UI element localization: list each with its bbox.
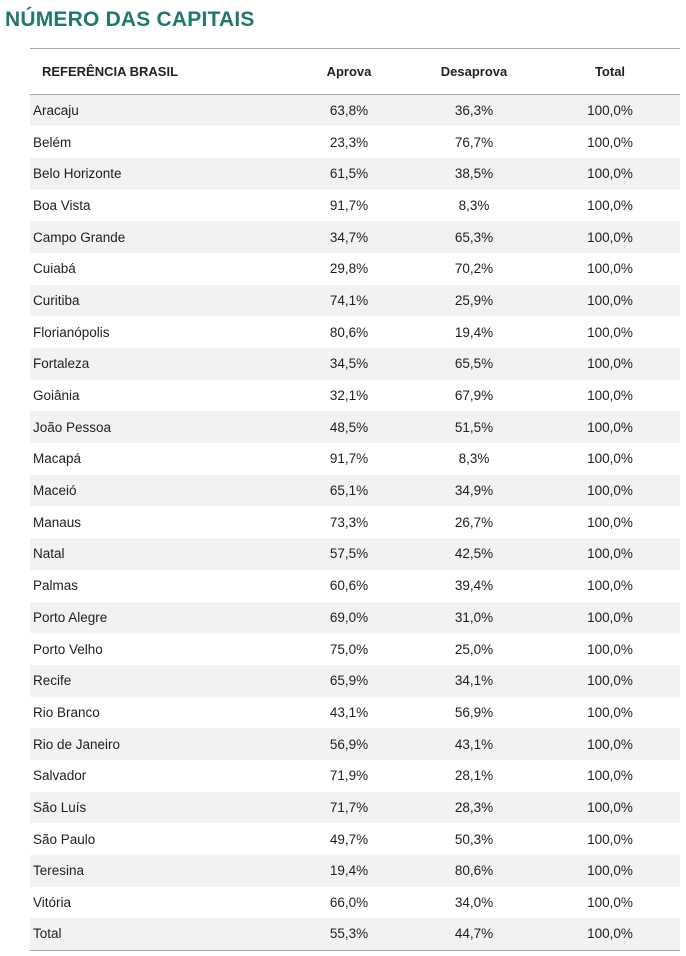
cell-desaprova: 8,3%: [458, 451, 490, 467]
cell-aprova: 66,0%: [329, 895, 369, 911]
header-row: [30, 49, 680, 95]
cell-total: 100,0%: [587, 103, 633, 119]
cell-city: Total: [30, 918, 290, 950]
cell-desaprova: 25,9%: [454, 292, 494, 308]
table-row: [30, 411, 680, 443]
cell-desaprova: 36,3%: [454, 103, 494, 119]
cell-aprova: 19,4%: [329, 863, 369, 879]
table-row: [30, 285, 680, 317]
cell-desaprova: 34,9%: [454, 483, 494, 499]
cell-aprova: 49,7%: [329, 831, 369, 847]
cell-city: Manaus: [33, 514, 82, 530]
table-row: [30, 792, 680, 824]
cell-desaprova: 26,7%: [454, 514, 494, 530]
cell-aprova: 32,1%: [329, 388, 369, 404]
table-row: [30, 126, 680, 158]
cell-desaprova: 19,4%: [454, 324, 494, 340]
table-row: [30, 95, 680, 127]
cell-desaprova: 28,1%: [454, 768, 494, 784]
cell-desaprova: 42,5%: [454, 546, 494, 562]
cell-desaprova: 34,0%: [454, 895, 494, 911]
cell-total: 100,0%: [587, 895, 633, 911]
cell-desaprova: 56,9%: [454, 704, 494, 720]
cell-aprova: 71,7%: [329, 799, 369, 815]
cell-desaprova: 76,7%: [454, 134, 494, 150]
table-row: [30, 506, 680, 538]
cell-aprova: 23,3%: [329, 134, 369, 150]
capitals-table: [30, 48, 680, 951]
cell-total: 100,0%: [587, 197, 633, 213]
cell-aprova: 43,1%: [329, 704, 369, 720]
cell-city: Porto Alegre: [33, 609, 108, 625]
cell-city: Rio Branco: [33, 704, 100, 720]
table-row: [30, 348, 680, 380]
cell-total: 100,0%: [587, 641, 633, 657]
cell-total: 100,0%: [587, 229, 633, 245]
cell-aprova: 29,8%: [329, 261, 369, 277]
cell-city: Goiânia: [33, 388, 80, 404]
cell-aprova: 63,8%: [329, 103, 369, 119]
cell-city: João Pessoa: [33, 419, 112, 435]
table-row: [30, 823, 680, 855]
cell-city: Fortaleza: [33, 356, 90, 372]
cell-desaprova: 65,5%: [454, 356, 494, 372]
cell-total: 100,0%: [587, 261, 633, 277]
cell-desaprova: 65,3%: [454, 229, 494, 245]
table-row: [30, 538, 680, 570]
cell-city: Cuiabá: [33, 261, 76, 277]
cell-desaprova: 80,6%: [454, 863, 494, 879]
cell-aprova: 74,1%: [329, 292, 369, 308]
table-row: [30, 158, 680, 190]
table-row: [30, 316, 680, 348]
table-header: [30, 49, 680, 95]
cell-city: Curitiba: [33, 292, 80, 308]
cell-city: Salvador: [33, 768, 87, 784]
cell-desaprova: 34,1%: [454, 673, 494, 689]
cell-city: Natal: [33, 546, 65, 562]
cell-total: 100,0%: [540, 918, 680, 950]
cell-total: 100,0%: [587, 768, 633, 784]
table-row: [30, 855, 680, 887]
cell-total: 100,0%: [587, 451, 633, 467]
cell-city: Campo Grande: [33, 229, 126, 245]
cell-total: 100,0%: [587, 483, 633, 499]
cell-city: Belo Horizonte: [33, 166, 122, 182]
cell-aprova: 91,7%: [329, 451, 369, 467]
cell-aprova: 73,3%: [329, 514, 369, 530]
cell-total: 100,0%: [587, 514, 633, 530]
table-row: [30, 570, 680, 602]
cell-desaprova: 31,0%: [454, 609, 494, 625]
cell-total: 100,0%: [587, 578, 633, 594]
cell-aprova: 65,1%: [329, 483, 369, 499]
column-header-total: Total: [540, 49, 680, 95]
cell-aprova: 34,7%: [329, 229, 369, 245]
cell-aprova: 65,9%: [329, 673, 369, 689]
cell-total: 100,0%: [587, 166, 633, 182]
table-row: [30, 443, 680, 475]
cell-aprova: 48,5%: [329, 419, 369, 435]
table-row: [30, 665, 680, 697]
table-row: [30, 760, 680, 792]
table-row: [30, 887, 680, 919]
cell-total: 100,0%: [587, 799, 633, 815]
cell-desaprova: 50,3%: [454, 831, 494, 847]
cell-aprova: 61,5%: [329, 166, 369, 182]
table-row: [30, 633, 680, 665]
cell-desaprova: 38,5%: [454, 166, 494, 182]
cell-total: 100,0%: [587, 673, 633, 689]
cell-total: 100,0%: [587, 356, 633, 372]
cell-city: Boa Vista: [33, 197, 91, 213]
cell-city: Palmas: [33, 578, 79, 594]
cell-total: 100,0%: [587, 134, 633, 150]
cell-city: Belém: [33, 134, 72, 150]
cell-city: Maceió: [33, 483, 77, 499]
total-row: [30, 918, 680, 950]
cell-total: 100,0%: [587, 863, 633, 879]
cell-desaprova: 39,4%: [454, 578, 494, 594]
cell-city: Macapá: [33, 451, 82, 467]
cell-desaprova: 70,2%: [454, 261, 494, 277]
cell-total: 100,0%: [587, 546, 633, 562]
cell-city: Porto Velho: [33, 641, 103, 657]
page-title: NÚMERO DAS CAPITAIS: [5, 8, 255, 31]
table-row: [30, 221, 680, 253]
cell-total: 100,0%: [587, 831, 633, 847]
cell-aprova: 60,6%: [329, 578, 369, 594]
cell-aprova: 56,9%: [329, 736, 369, 752]
cell-desaprova: 25,0%: [454, 641, 494, 657]
table-row: [30, 190, 680, 222]
cell-city: Teresina: [33, 863, 85, 879]
cell-desaprova: 51,5%: [454, 419, 494, 435]
cell-aprova: 91,7%: [329, 197, 369, 213]
table-row: [30, 602, 680, 634]
cell-total: 100,0%: [587, 324, 633, 340]
cell-aprova: 55,3%: [290, 918, 408, 950]
cell-city: Florianópolis: [33, 324, 110, 340]
cell-aprova: 57,5%: [329, 546, 369, 562]
cell-total: 100,0%: [587, 419, 633, 435]
table-row: [30, 728, 680, 760]
cell-total: 100,0%: [587, 736, 633, 752]
cell-city: Rio de Janeiro: [33, 736, 121, 752]
cell-aprova: 34,5%: [329, 356, 369, 372]
cell-total: 100,0%: [587, 292, 633, 308]
cell-desaprova: 44,7%: [408, 918, 540, 950]
cell-city: Recife: [33, 673, 72, 689]
cell-aprova: 75,0%: [329, 641, 369, 657]
cell-city: Vitória: [33, 895, 72, 911]
cell-desaprova: 28,3%: [454, 799, 494, 815]
column-header-desaprova: Desaprova: [408, 49, 540, 95]
cell-total: 100,0%: [587, 704, 633, 720]
cell-city: São Paulo: [33, 831, 96, 847]
table-body: [30, 95, 680, 951]
cell-city: Aracaju: [33, 103, 79, 119]
cell-city: São Luís: [33, 799, 87, 815]
cell-total: 100,0%: [587, 609, 633, 625]
cell-desaprova: 8,3%: [458, 197, 490, 213]
cell-total: 100,0%: [587, 388, 633, 404]
column-header-reference: REFERÊNCIA BRASIL: [30, 49, 290, 95]
table-row: [30, 380, 680, 412]
cell-desaprova: 43,1%: [454, 736, 494, 752]
table-row: [30, 253, 680, 285]
cell-aprova: 71,9%: [329, 768, 369, 784]
table-row: [30, 697, 680, 729]
column-header-aprova: Aprova: [290, 49, 408, 95]
table-row: [30, 475, 680, 507]
cell-aprova: 80,6%: [329, 324, 369, 340]
cell-desaprova: 67,9%: [454, 388, 494, 404]
cell-aprova: 69,0%: [329, 609, 369, 625]
